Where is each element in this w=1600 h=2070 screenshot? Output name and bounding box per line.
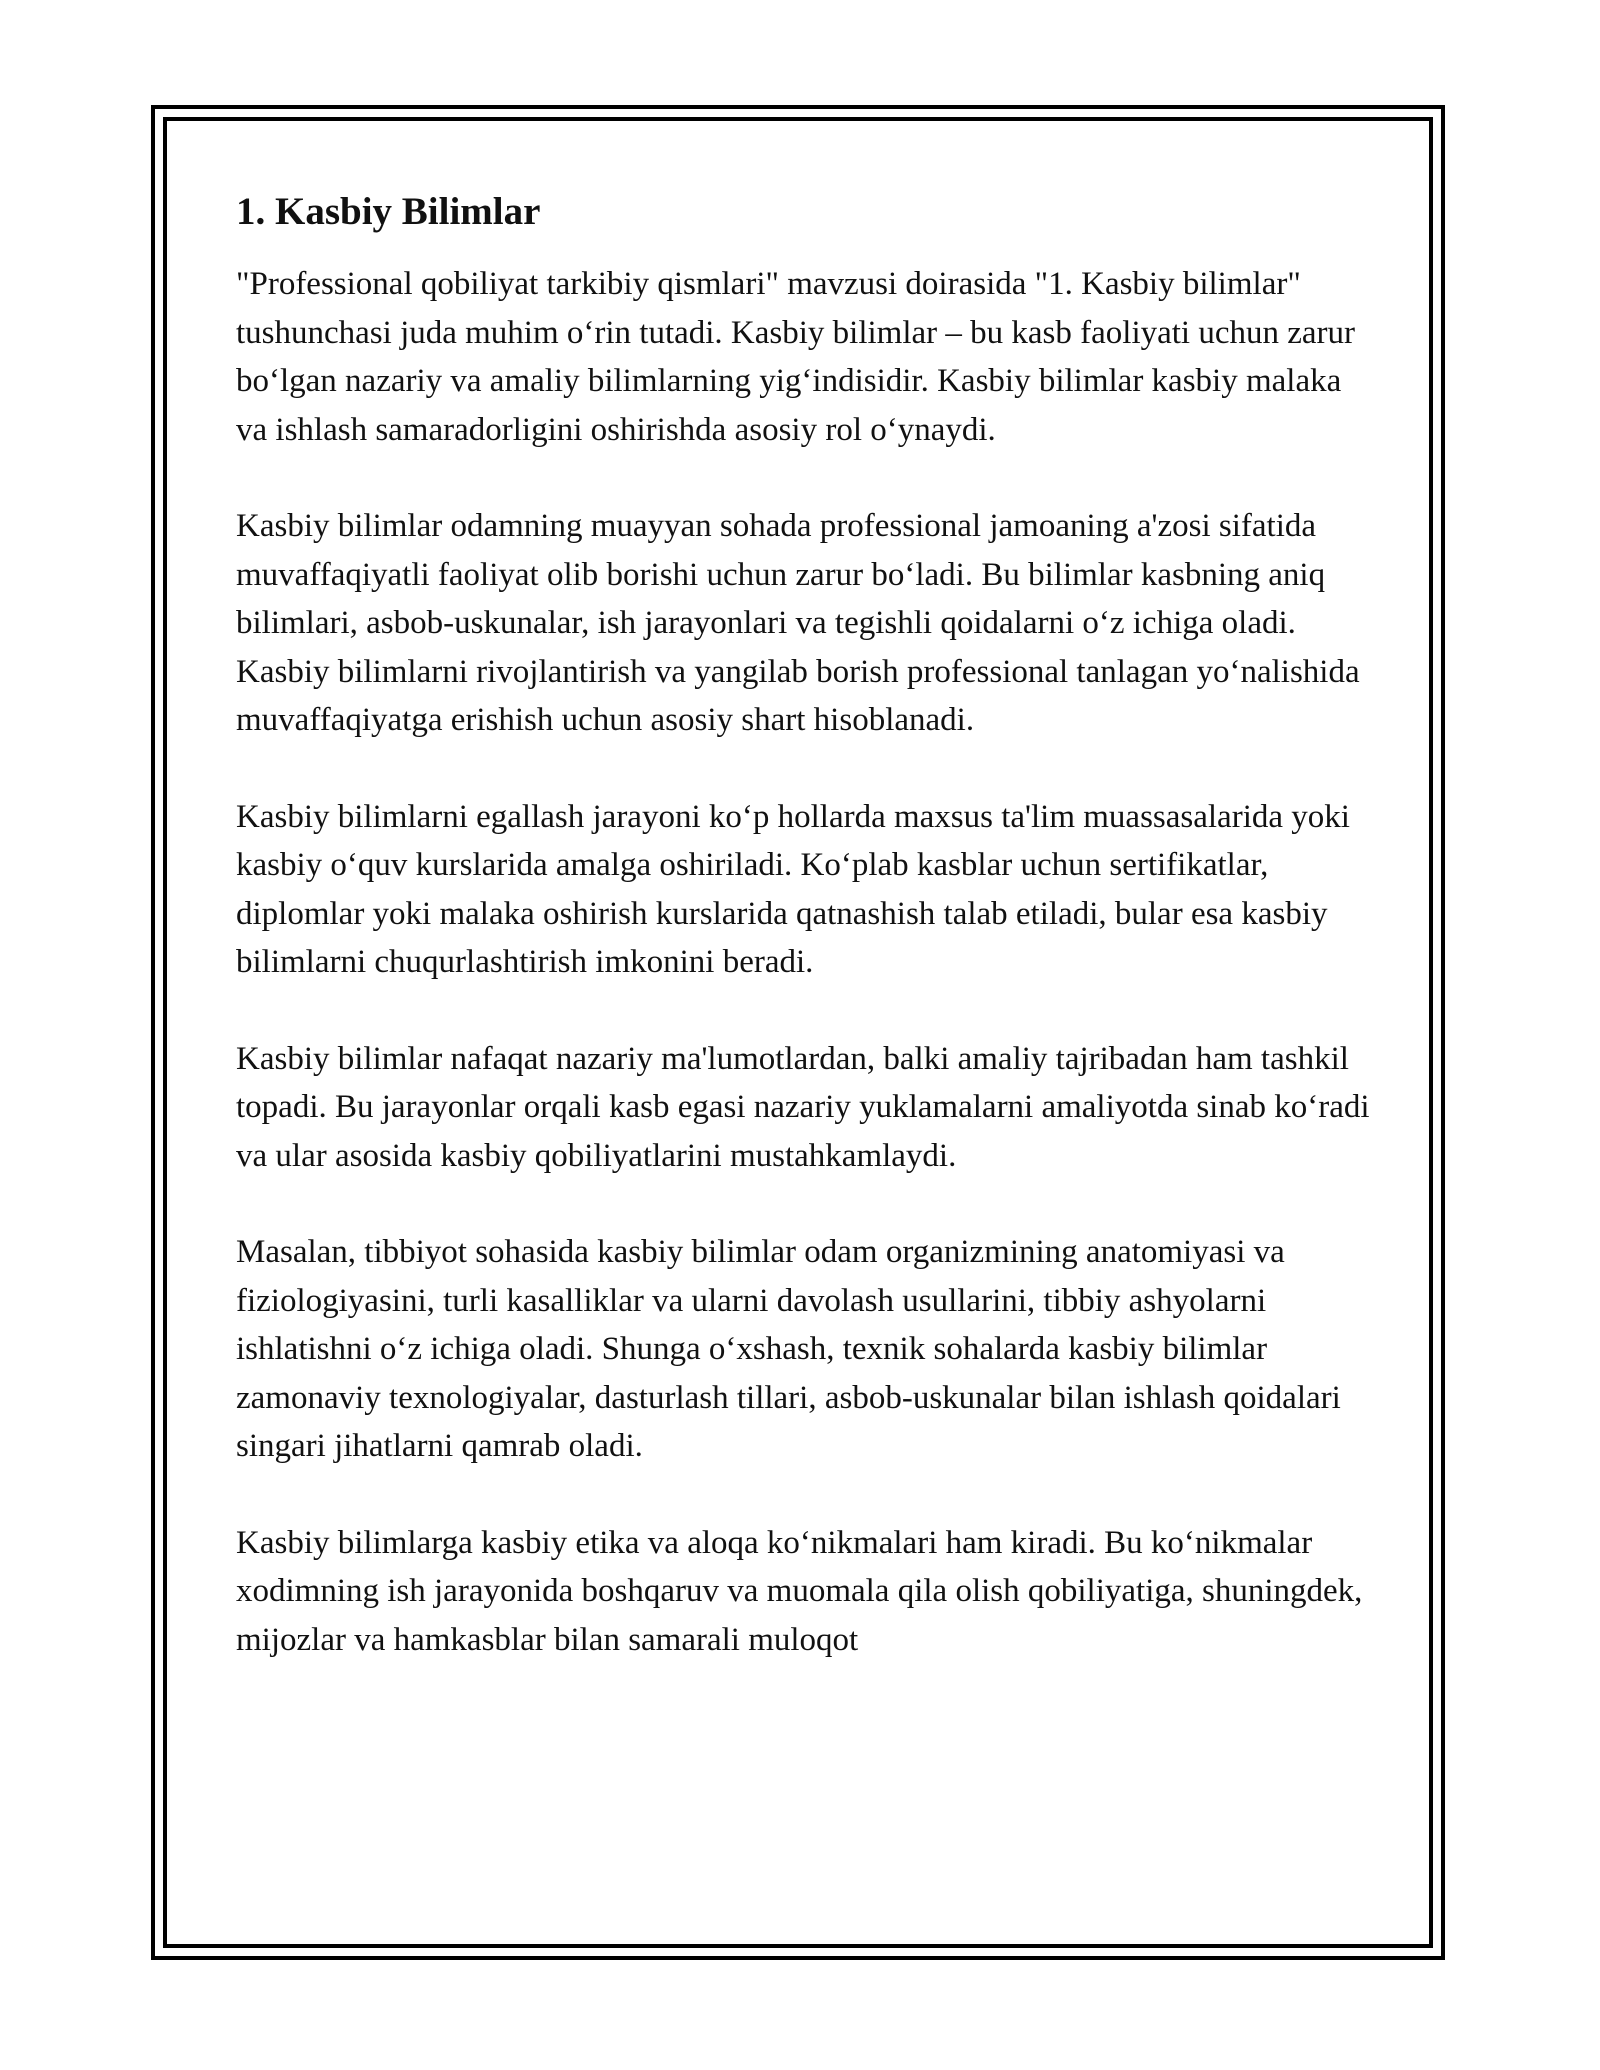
paragraph-6: Kasbiy bilimlarga kasbiy etika va aloqa ko‘nikmalari ham kiradi. Bu ko‘nikmalar xodimning ish jarayonida boshqaruv va muomala qila olish qobiliyatiga, shuningdek, mijozlar va hamkasblar bilan samarali muloqot (236, 1524, 1363, 1658)
paragraph-3: Kasbiy bilimlarni egallash jarayoni ko‘p hollarda maxsus ta'lim muassasalarida yoki kasbiy o‘quv kurslarida amalga oshiriladi. Ko‘plab kasblar uchun sertifikatlar, diplomlar yoki malaka oshirish kurslarida qatnashish talab etiladi, bular esa kasbiy bilimlarni chuqurlashtirish imkonini beradi. (236, 798, 1350, 980)
paragraph-2: Kasbiy bilimlar odamning muayyan sohada professional jamoaning a'zosi sifatida muvaffaqiyatli faoliyat olib borishi uchun zarur bo‘ladi. Bu bilimlar kasbning aniq bilimlari, asbob-uskunalar, ish jarayonlari va tegishli qoidalarni o‘z ichiga oladi. Kasbiy bilimlarni rivojlantirish va yangilab borish professional tanlagan yo‘nalishida muvaffaqiyatga erishish uchun asosiy shart hisoblanadi. (236, 508, 1360, 738)
paragraph-1: "Professional qobiliyat tarkibiy qismlari" mavzusi doirasida "1. Kasbiy bilimlar" tushunchasi juda muhim o‘rin tutadi. Kasbiy bilimlar – bu kasb faoliyati uchun zarur bo‘lgan nazariy va amaliy bilimlarning yig‘indisidir. Kasbiy bilimlar kasbiy malaka va ishlash samaradorligini oshirishda asosiy rol o‘ynaydi. (236, 266, 1356, 448)
document-body (236, 186, 1376, 1664)
paragraph-5: Masalan, tibbiyot sohasida kasbiy bilimlar odam organizmining anatomiyasi va fiziologiyasini, turli kasalliklar va ularni davolash usullarini, tibbiy ashyolarni ishlatishni o‘z ichiga oladi. Shunga o‘xshash, texnik sohalarda kasbiy bilimlar zamonaviy texnologiyalar, dasturlash tillari, asbob-uskunalar bilan ishlash qoidalari singari jihatlarni qamrab oladi. (236, 1234, 1341, 1464)
paragraph-4: Kasbiy bilimlar nafaqat nazariy ma'lumotlardan, balki amaliy tajribadan ham tashkil topadi. Bu jarayonlar orqali kasb egasi nazariy yuklamalarni amaliyotda sinab ko‘radi va ular asosida kasbiy qobiliyatlarini mustahkamlaydi. (236, 1040, 1370, 1174)
section-heading: 1. Kasbiy Bilimlar (236, 190, 541, 233)
